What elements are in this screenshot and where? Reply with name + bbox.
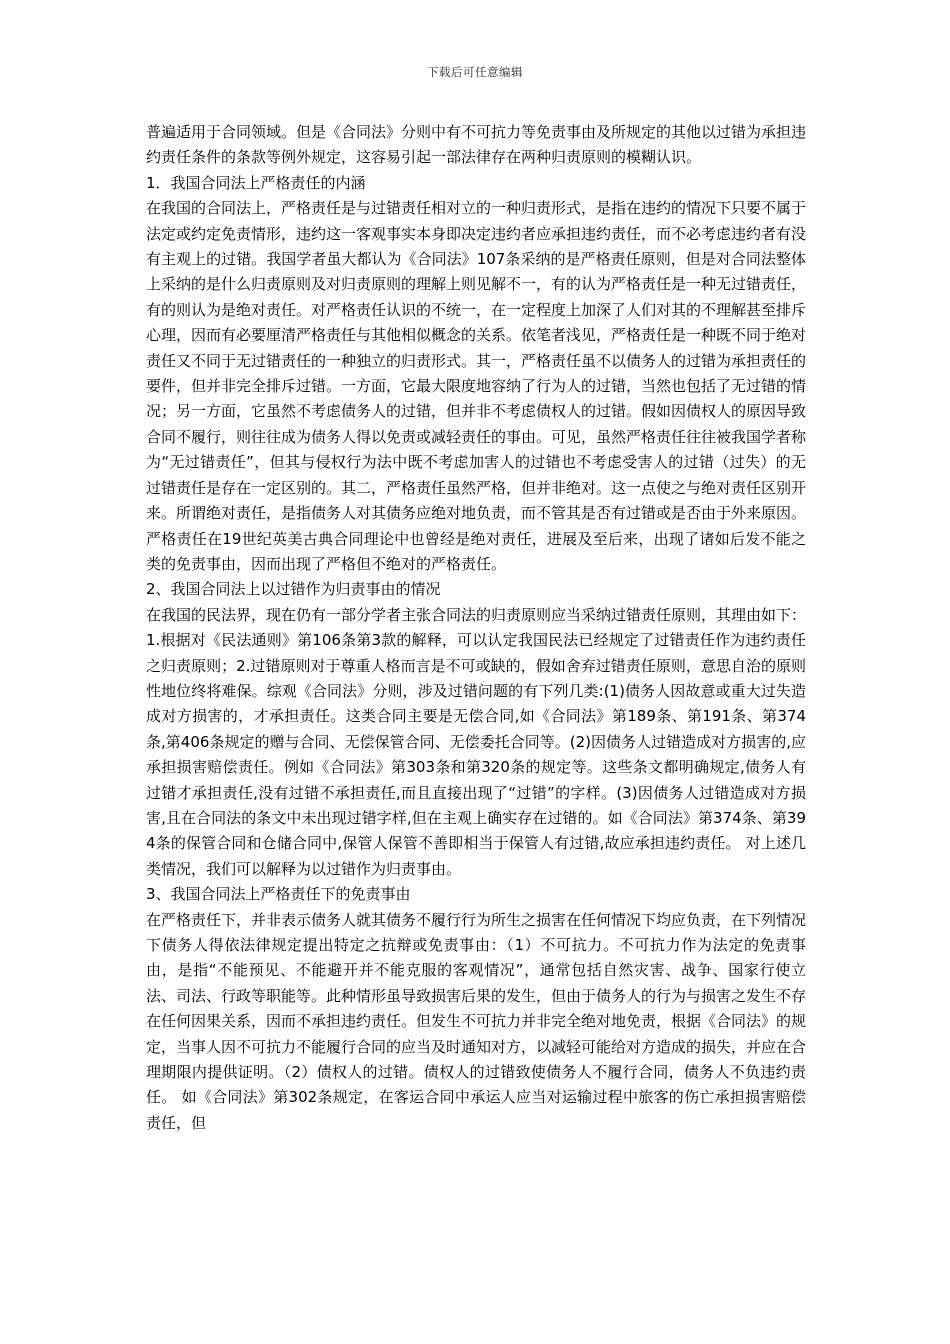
paragraph-exemptions: 在严格责任下，并非表示债务人就其债务不履行行为所生之损害在任何情况下均应负责，在下列情况下债务人得依法律规定提出特定之抗辩或免责事由：（1）不可抗力。不可抗力作为法定的免责事由，是指“不能预见、不能避开并不能克服的客观情况”，通常包括自然灾害、战争、国家行使立法、司法、行政等职能等。此种情形虽导致损害后果的发生，但由于债务人的行为与损害之发生不存在任何因果关系，因而不承担违约责任。但发生不可抗力并非完全绝对地免责，根据《合同法》的规定，当事人因不可抗力不能履行合同的应当及时通知对方，以减轻可能给对方造成的损失，并应在合理期限内提供证明。（2）债权人的过错。债权人的过错致使债务人不履行合同，债务人不负违约责任。 如《合同法》第302条规定，在客运合同中承运人应当对运输过程中旅客的伤亡承担损害赔偿责任，但 <box>146 910 807 1132</box>
page-header: 下载后可任意编辑 <box>427 65 523 79</box>
document-body <box>146 120 806 1136</box>
paragraph-fault-liability: 在我国的民法界，现在仍有一部分学者主张合同法的归责原则应当采纳过错责任原则，其理由如下：1.根据对《民法通则》第106条第3款的解释，可以认定我国民法已经规定了过错责任作为违约责任之归责原则；2.过错原则对于尊重人格而言是不可或缺的，假如舍弃过错责任原则，意思自治的原则性地位终将难保。综观《合同法》分则，涉及过错问题的有下列几类:(1)债务人因故意或重大过失造成对方损害的，才承担责任。这类合同主要是无偿合同,如《合同法》第189条、第191条、第374条,第406条规定的赠与合同、无偿保管合同、无偿委托合同等。(2)因债务人过错造成对方损害的,应承担损害赔偿责任。例如《合同法》第303条和第320条的规定等。这些条文都明确规定,债务人有过错才承担责任,没有过错不承担责任,而且直接出现了“过错”的字样。(3)因债务人过错造成对方损害,且在合同法的条文中未出现过错字样,但在主观上确实存在过错的。如《合同法》第374条、第394条的保管合同和仓储合同中,保管人保管不善即相当于保管人有过错,故应承担违约责任。 对上述几类情况，我们可以解释为以过错作为归责事由。 <box>146 605 807 878</box>
section-heading-2: 2、我国合同法上以过错作为归责事由的情况 <box>146 580 441 599</box>
section-heading-3: 3、我国合同法上严格责任下的免责事由 <box>146 885 411 904</box>
section-heading-1: 1．我国合同法上严格责任的内涵 <box>146 173 366 192</box>
paragraph-intro: 普遍适用于合同领域。但是《合同法》分则中有不可抗力等免责事由及所规定的其他以过错为承担违约责任条件的条款等例外规定，这容易引起一部法律存在两种归责原则的模糊认识。 <box>146 123 807 167</box>
paragraph-strict-liability: 在我国的合同法上，严格责任是与过错责任相对立的一种归责形式，是指在违约的情况下只要不属于法定或约定免责情形，违约这一客观事实本身即决定违约者应承担违约责任，而不必考虑违约者有没有主观上的过错。我国学者虽大都认为《合同法》107条采纳的是严格责任原则，但是对合同法整体上采纳的是什么归责原则及对归责原则的理解上则见解不一，有的认为严格责任是一种无过错责任，有的则认为是绝对责任。对严格责任认识的不统一，在一定程度上加深了人们对其的不理解甚至排斥心理，因而有必要厘清严格责任与其他相似概念的关系。依笔者浅见，严格责任是一种既不同于绝对责任又不同于无过错责任的一种独立的归责形式。其一，严格责任虽不以债务人的过错为承担责任的要件，但并非完全排斥过错。一方面，它最大限度地容纳了行为人的过错，当然也包括了无过错的情况；另一方面，它虽然不考虑债务人的过错，但并非不考虑债权人的过错。假如因债权人的原因导致合同不履行，则往往成为债务人得以免责或减轻责任的事由。可见，虽然严格责任往往被我国学者称为“无过错责任”，但其与侵权行为法中既不考虑加害人的过错也不考虑受害人的过错（过失）的无过错责任是存在一定区别的。其二，严格责任虽然严格，但并非绝对。这一点使之与绝对责任区别开来。所谓绝对责任，是指债务人对其债务应绝对地负责，而不管其是否有过错或是否由于外来原因。严格责任在19世纪英美古典合同理论中也曾经是绝对责任，进展及至后来，出现了诸如后发不能之类的免责事由，因而出现了严格但不绝对的严格责任。 <box>146 199 807 573</box>
